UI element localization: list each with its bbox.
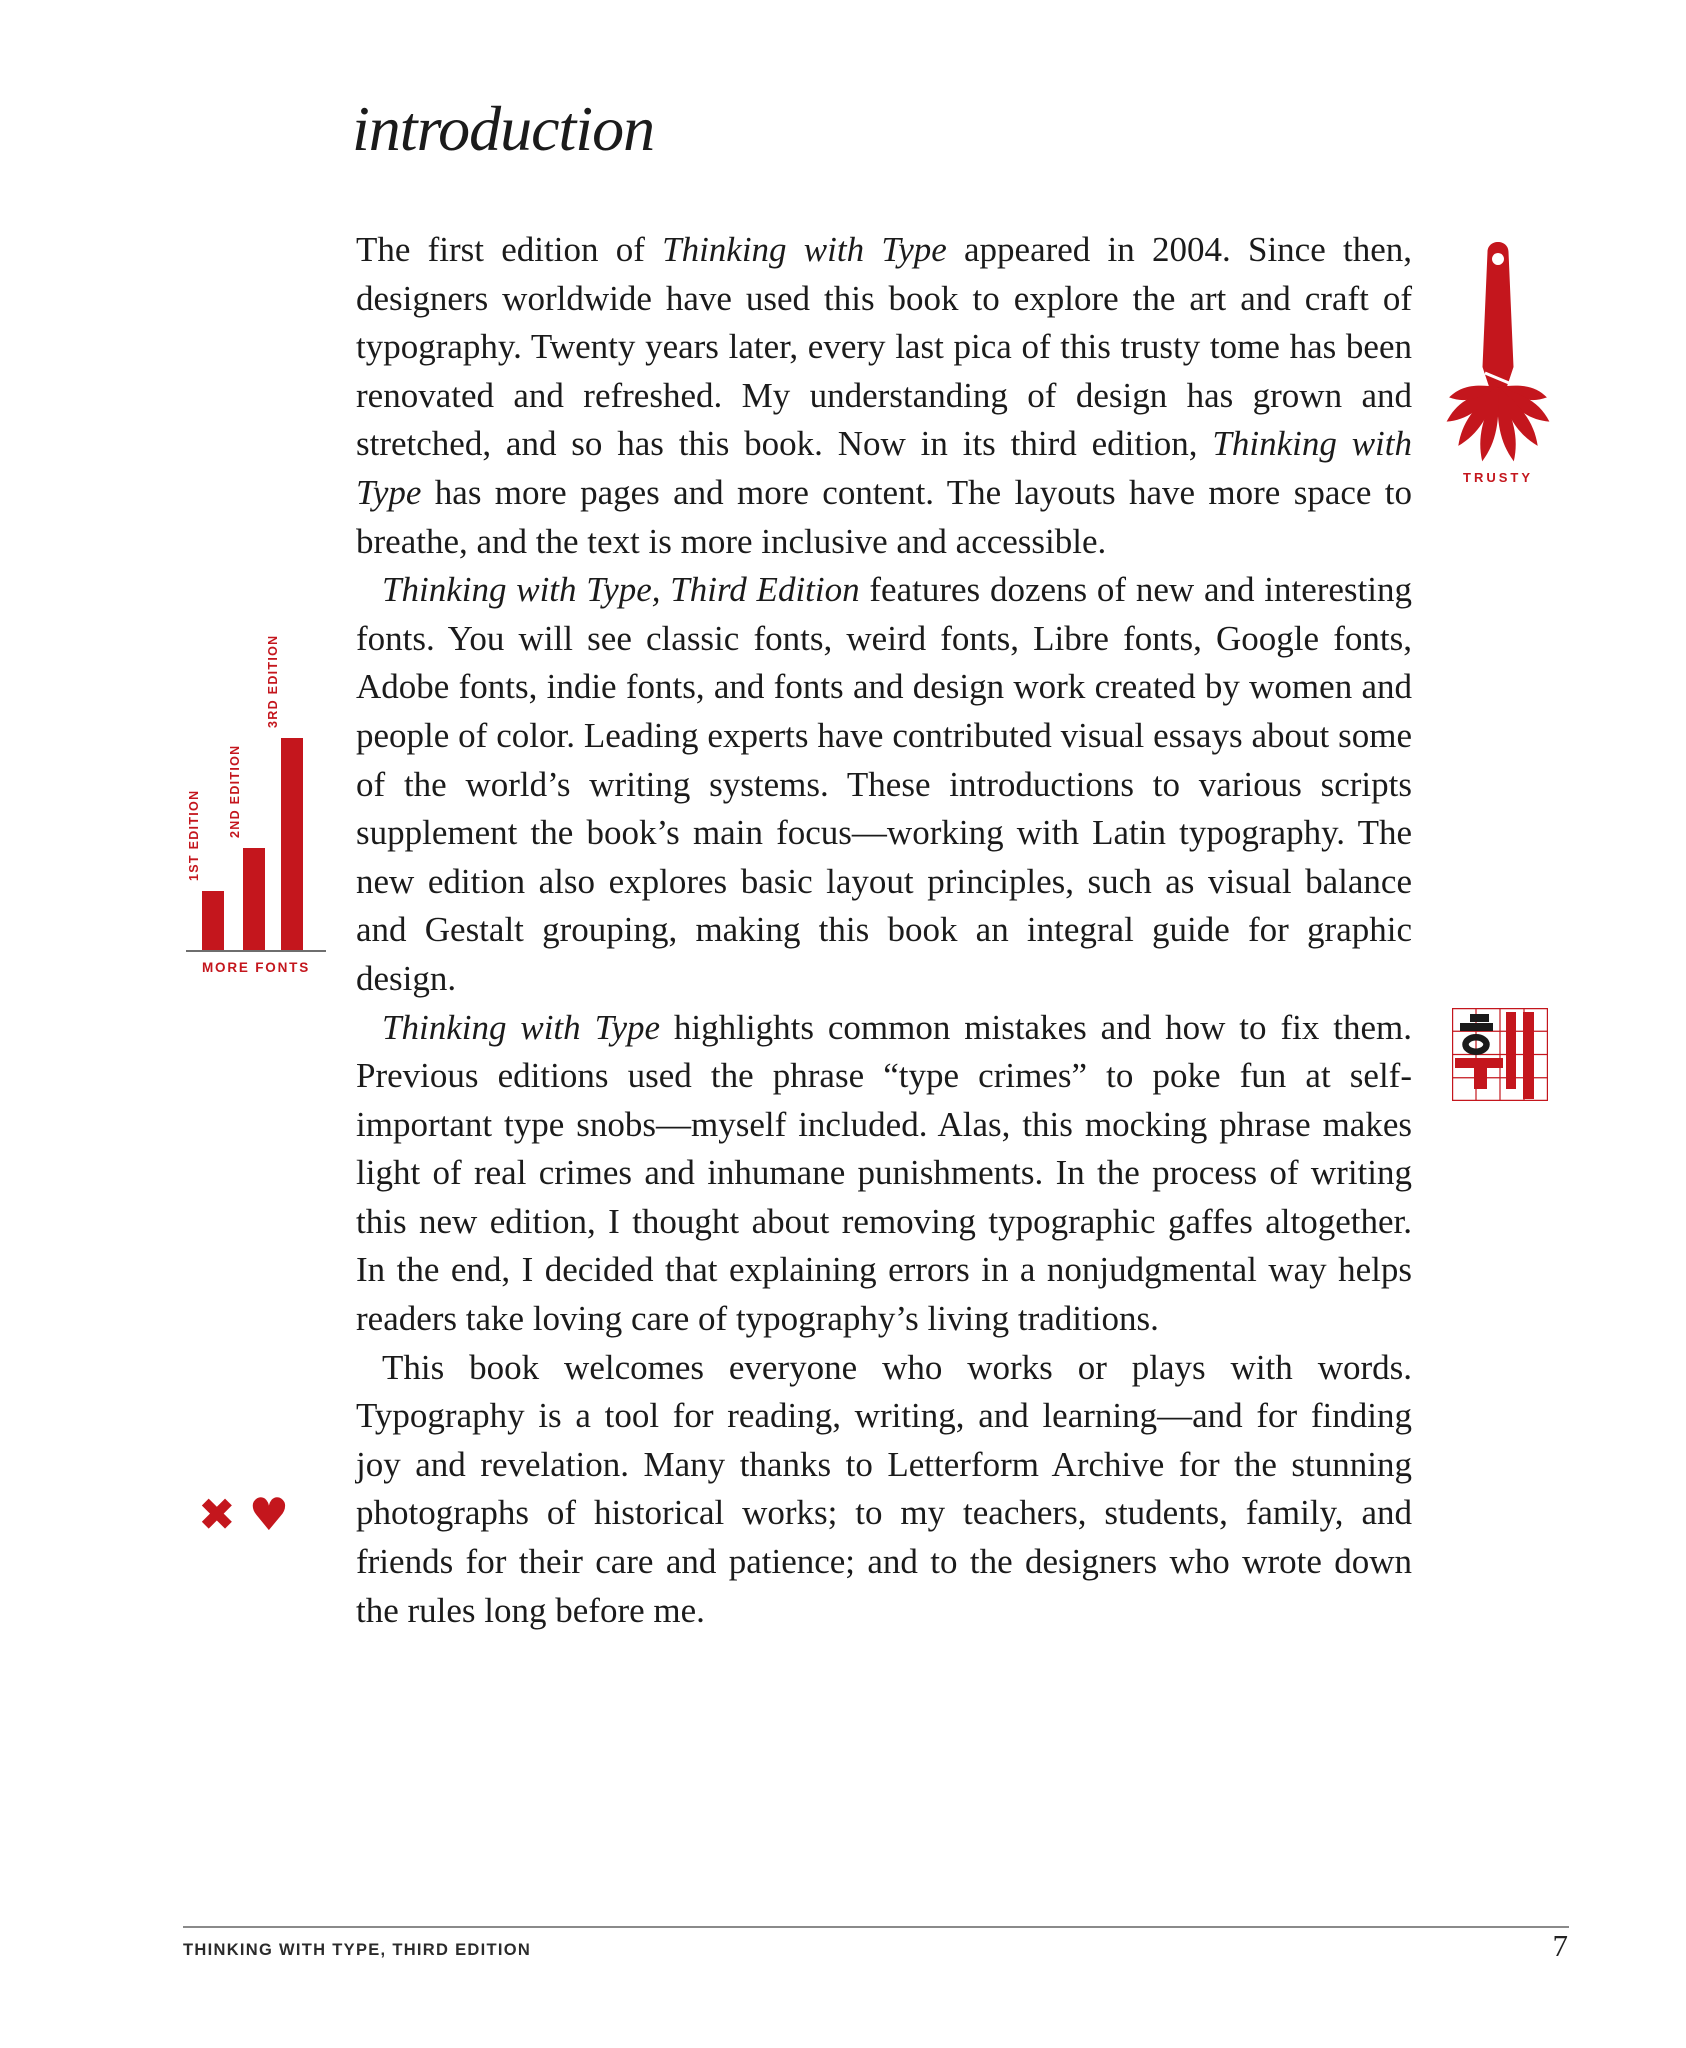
edition-bar [202, 891, 224, 950]
edition-bar [281, 738, 303, 950]
paragraph [356, 226, 1412, 566]
paragraph-text: has more pages and more content. The layouts have more space to breathe, and the text is more inclusive and accessible. [356, 472, 1412, 561]
italic-book-title: Thinking with Type [662, 230, 947, 269]
italic-book-title: Thinking with Type [356, 424, 1412, 512]
paragraph-text: highlights common mistakes and how to fix them. Previous editions used the phrase “type crimes” to poke fun at self-important type snobs—myself included. Alas, this mocking phrase makes light of real crimes and inhumane punishments. In the process of writing this new edition, I thought about removing typographic gaffes altogether. In the end, I decided that explaining errors in a nonjudgmental way helps readers take loving care of typography’s living traditions. [356, 1007, 1412, 1339]
hangul-glyph [1452, 1008, 1548, 1101]
footer-rule [183, 1926, 1569, 1928]
editions-bar-chart [186, 608, 326, 988]
paragraph-text: This book welcomes everyone who works or plays with words. Typography is a tool for reading, writing, and learning—and for finding joy and revelation. Many thanks to Letterform Archive for the stunning photographs of historical works; to my teachers, students, family, and friends for their care and patience; and to the designers who wrote down the rules long before me. [356, 1347, 1412, 1630]
edition-bar-label: 3RD EDITION [266, 634, 280, 728]
italic-book-title: Thinking with Type, Third Edition [382, 570, 860, 610]
type-crimes-icons [198, 1488, 290, 1541]
chart-baseline [186, 950, 326, 952]
page-number: 7 [1552, 1928, 1568, 1963]
feather-duster-icon [1438, 240, 1558, 468]
body-text-column [356, 226, 1412, 1635]
x-icon: ✖ [198, 1488, 236, 1541]
trusty-label: TRUSTY [1463, 470, 1533, 485]
edition-bar-label: 1ST EDITION [187, 789, 201, 881]
chart-caption: MORE FONTS [202, 960, 310, 975]
paragraph-text: features dozens of new and interesting fonts. You will see classic fonts, weird fonts, Libre fonts, Google fonts, Adobe fonts, indie fonts, and fonts and design work created by women and people of color. Leading experts have contributed visual essays about some of the world’s writing systems. These introductions to various scripts supplement the book’s main focus—working with Latin typography. The new edition also explores basic layout principles, such as visual balance and Gestalt grouping, making this book an integral guide for graphic design. [356, 570, 1412, 998]
page-title: introduction [352, 93, 655, 164]
footer-running-title: THINKING WITH TYPE, THIRD EDITION [183, 1941, 532, 1959]
edition-bar [243, 848, 265, 950]
paragraph [356, 1344, 1412, 1636]
paragraph [356, 566, 1412, 1003]
paragraph-text: The first edition of [356, 230, 663, 269]
heart-icon: ♥ [248, 1488, 290, 1541]
edition-bar-label: 2ND EDITION [228, 744, 242, 838]
paragraph-text: appeared in 2004. Since then, designers worldwide have used this book to explore the art and craft of typography. Twenty years later, every last pica of this trusty tome has been renovated and refreshed. My understanding of design has grown and stretched, and so has this book. Now in its third edition, [356, 230, 1412, 464]
paragraph [356, 1004, 1412, 1344]
italic-book-title: Thinking with Type [382, 1007, 661, 1047]
